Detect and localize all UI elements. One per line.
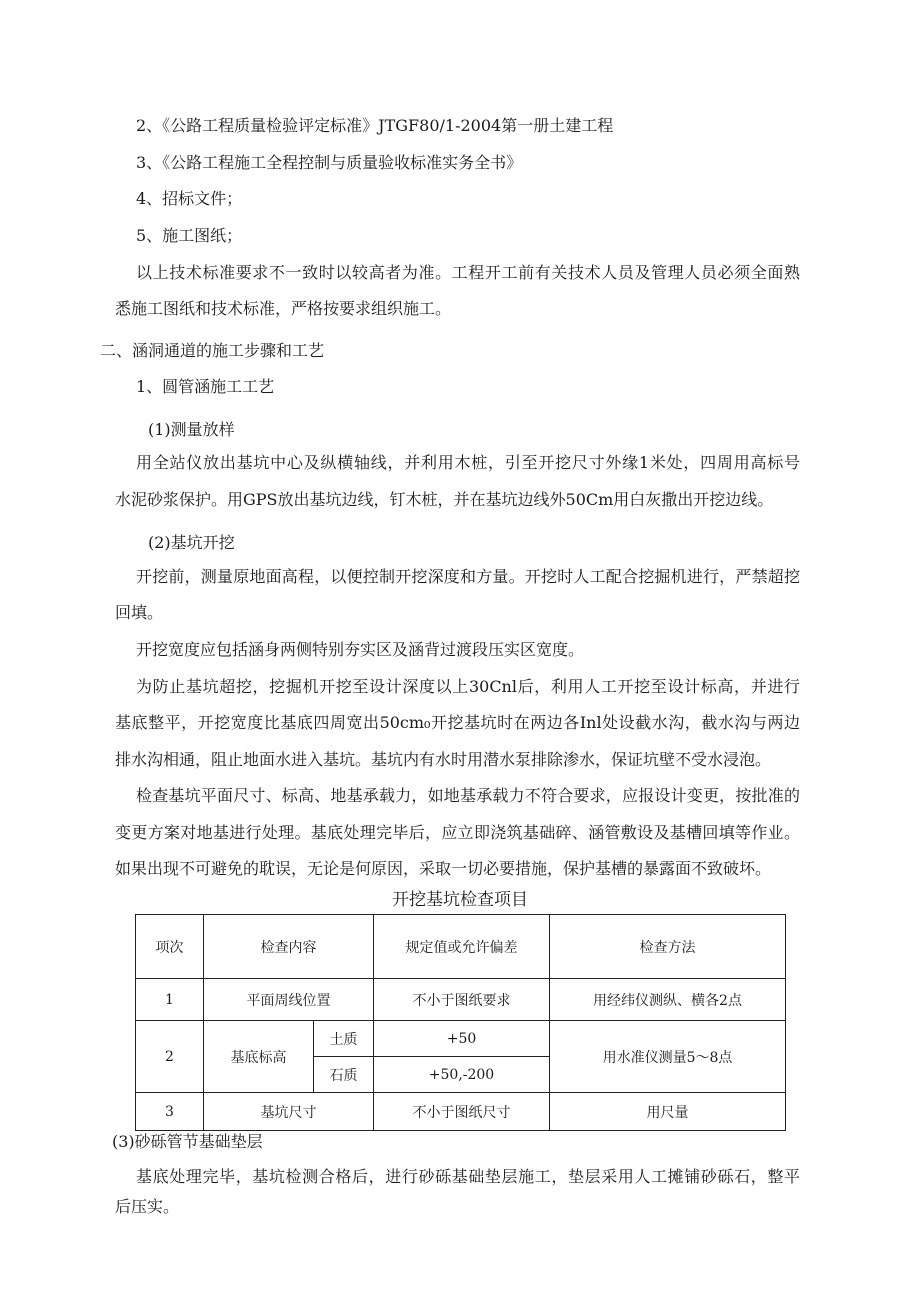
paragraph-line: 回填。 (115, 603, 164, 622)
reference-item: 4、招标文件； (136, 189, 243, 208)
table-cell: 用尺量 (550, 1093, 786, 1131)
table-cell: 2 (136, 1021, 204, 1093)
table-cell: 石质 (314, 1057, 374, 1093)
table-cell: 用水准仪测量5～8点 (550, 1021, 786, 1093)
table-row (136, 979, 786, 1021)
paragraph-line: 基底整平，开挖宽度比基底四周宽出50cm₀开挖基坑时在两边各Inl处设截水沟，截水沟与两边 (115, 713, 800, 732)
table-header-row (136, 915, 786, 979)
paragraph-line: 变更方案对地基进行处理。基底处理完毕后，应立即浇筑基础碎、涵管敷设及基槽回填等作业。 (115, 823, 800, 842)
header-cell: 检查内容 (204, 915, 374, 979)
table-cell: 基坑尺寸 (204, 1093, 374, 1131)
paragraph-line: 开挖宽度应包括涵身两侧特别夯实区及涵背过渡段压实区宽度。 (136, 640, 585, 659)
header-cell: 规定值或允许偏差 (374, 915, 550, 979)
table-cell: 平面周线位置 (204, 979, 374, 1021)
table-cell: 1 (136, 979, 204, 1021)
paragraph-line: 用全站仪放出基坑中心及纵横轴线，并利用木桩，引至开挖尺寸外缘1米处，四周用高标号 (136, 453, 800, 472)
reference-item: 5、施工图纸； (136, 226, 243, 245)
header-cell: 检查方法 (550, 915, 786, 979)
table-cell: 用经纬仪测纵、横各2点 (550, 979, 786, 1021)
reference-item: 2、《公路工程质量检验评定标准》JTGF80/1-2004第一册土建工程 (136, 116, 614, 135)
paragraph-line: 为防止基坑超挖，挖掘机开挖至设计深度以上30Cnl后，利用人工开挖至设计标高，并进行 (136, 677, 800, 696)
paragraph-line: 基底处理完毕，基坑检测合格后，进行砂砾基础垫层施工，垫层采用人工摊铺砂砾石，整平 (136, 1167, 800, 1186)
paragraph-line: 开挖前，测量原地面高程，以便控制开挖深度和方量。开挖时人工配合挖掘机进行，严禁超挖 (136, 567, 800, 586)
header-cell: 项次 (136, 915, 204, 979)
step-heading: (2)基坑开挖 (148, 533, 235, 552)
table-cell: 不小于图纸尺寸 (374, 1093, 550, 1131)
paragraph-line: 排水沟相通，阻止地面水进入基坑。基坑内有水时用潜水泵排除渗水，保证坑壁不受水浸泡。 (115, 750, 772, 769)
paragraph-line: 如果出现不可避免的耽误，无论是何原因，采取一切必要措施，保护基槽的暴露面不致破坏。 (115, 859, 772, 878)
subsection-heading: 1、圆管涵施工工艺 (136, 377, 275, 396)
section-heading: 二、涵洞通道的施工步骤和工艺 (100, 341, 325, 360)
table-row (136, 1021, 786, 1057)
table-row (136, 1093, 786, 1131)
table-cell: 3 (136, 1093, 204, 1131)
paragraph-line: 后压实。 (115, 1197, 180, 1216)
paragraph-line: 检查基坑平面尺寸、标高、地基承载力，如地基承载力不符合要求，应报设计变更，按批准的 (136, 786, 800, 805)
table-cell: +50 (374, 1021, 550, 1057)
note-line: 以上技术标准要求不一致时以较高者为准。工程开工前有关技术人员及管理人员必须全面熟 (136, 263, 800, 282)
table-cell: 土质 (314, 1021, 374, 1057)
table-cell: 不小于图纸要求 (374, 979, 550, 1021)
paragraph-line: 水泥砂浆保护。用GPS放出基坑边线，钉木桩，并在基坑边线外50Cm用白灰撒出开挖边线。 (115, 490, 774, 509)
inspection-table (135, 914, 786, 1131)
reference-item: 3、《公路工程施工全程控制与质量验收标准实务全书》 (136, 153, 523, 172)
table-title: 开挖基坑检查项目 (392, 890, 528, 910)
step-heading: (1)测量放样 (148, 420, 235, 439)
note-line: 悉施工图纸和技术标准，严格按要求组织施工。 (115, 299, 452, 318)
step-heading: (3)砂砾管节基础垫层 (112, 1132, 263, 1151)
table-cell: 基底标高 (204, 1021, 314, 1093)
table-cell: +50,-200 (374, 1057, 550, 1093)
